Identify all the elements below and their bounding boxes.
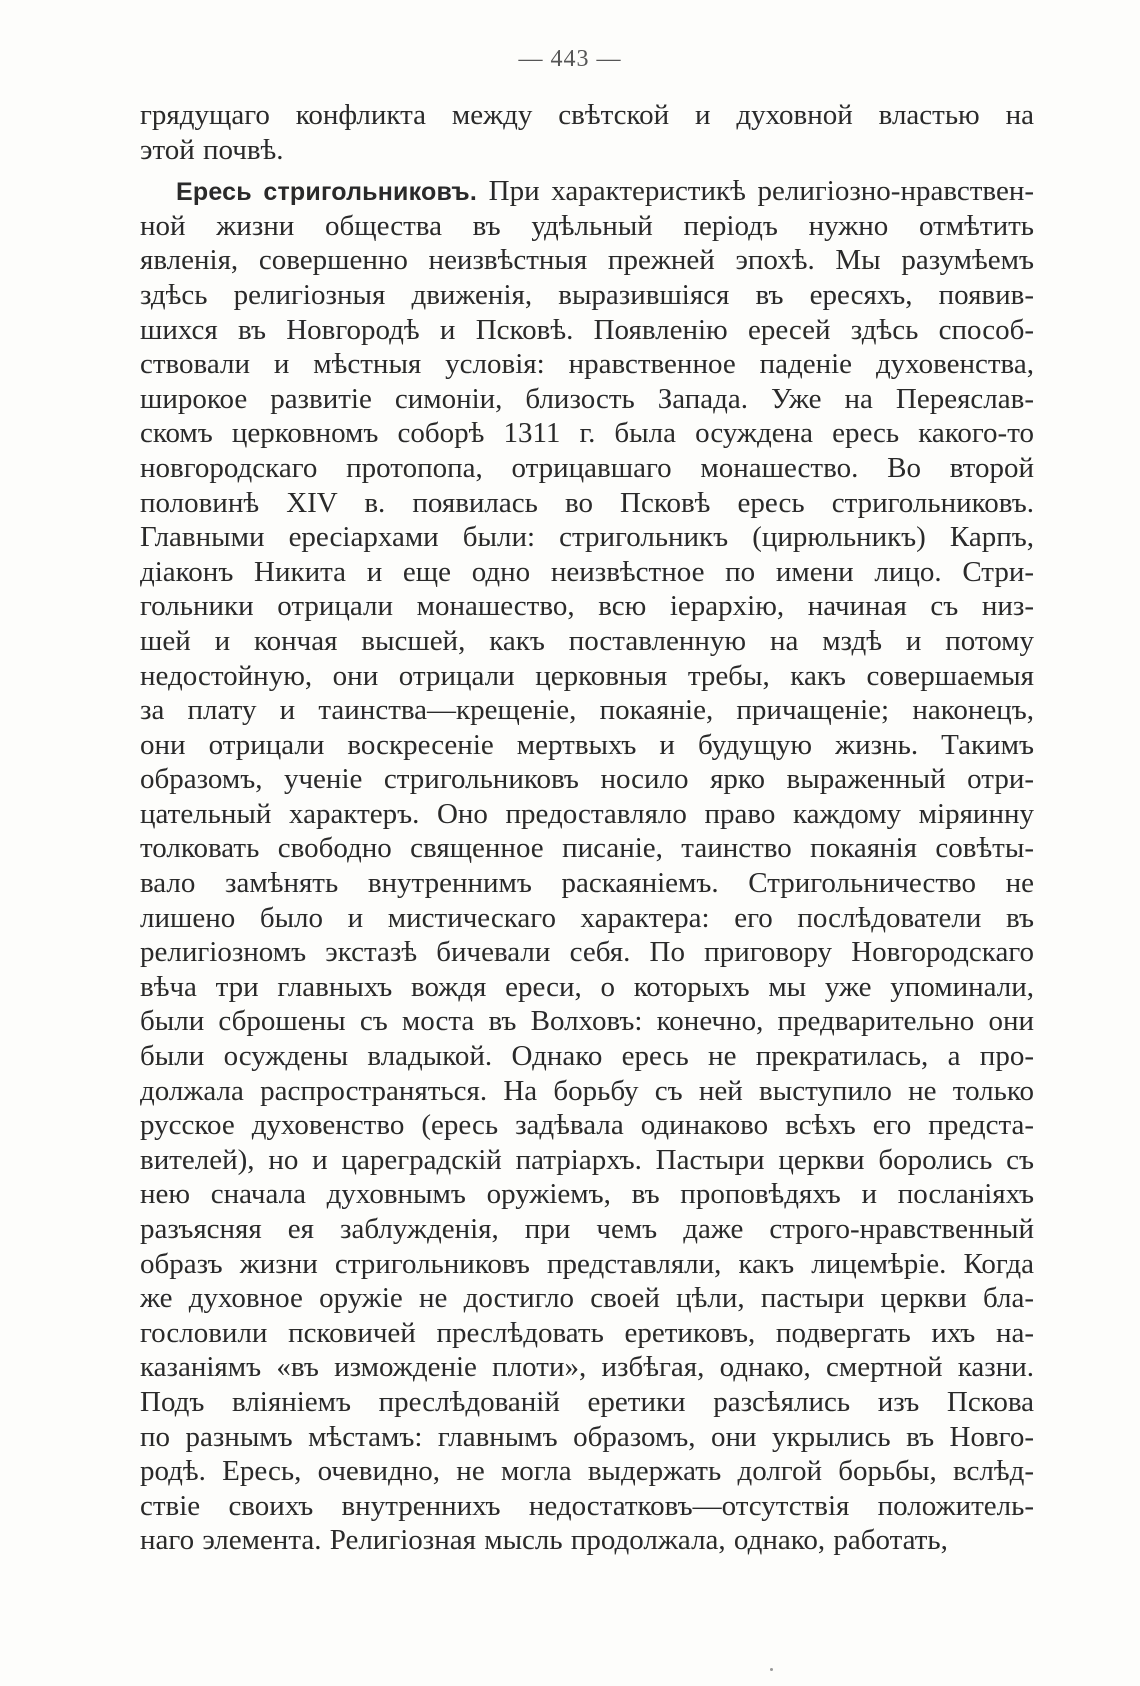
text-line: діаконъ Никита и еще одно неизвѣстное по имени лицо. Стри-	[140, 555, 1034, 588]
text-line: шей и кончая высшей, какъ поставленную на мздѣ и потому	[140, 624, 1034, 657]
paragraph-gap	[140, 167, 1034, 174]
text-line: новгородскаго протопопа, отрицавшаго монашество. Во второй	[140, 451, 1034, 484]
text-line: наго элемента. Религіозная мысль продолжала, однако, работать,	[140, 1524, 948, 1557]
text-line: цательный характеръ. Оно предоставляло право каждому міряинну	[140, 797, 1034, 830]
text-line: по разнымъ мѣстамъ: главнымъ образомъ, они укрылись въ Новго-	[140, 1420, 1034, 1453]
text-line: Главными ересіархами были: стригольникъ (цирюльникъ) Карпъ,	[140, 521, 1034, 554]
text-line: же духовное оружіе не достигло своей цѣли, пастыри церкви бла-	[140, 1282, 1034, 1315]
text-line: толковать свободно священное писаніе, таинство покаянія совѣты-	[140, 832, 1034, 865]
text-line: образъ жизни стригольниковъ представляли, какъ лицемѣріе. Когда	[140, 1247, 1034, 1280]
scan-speck	[770, 1668, 773, 1671]
text-line: образомъ, ученіе стригольниковъ носило ярко выраженный отри-	[140, 763, 1034, 796]
text-line: скомъ церковномъ соборѣ 1311 г. была осуждена ересь какого-то	[140, 417, 1034, 450]
text-line: ной жизни общества въ удѣльный періодъ нужно отмѣтить	[140, 209, 1034, 242]
text-line: лишено было и мистическаго характера: его послѣдователи въ	[140, 901, 1034, 934]
text-line: родѣ. Ересь, очевидно, не могла выдержать долгой борьбы, вслѣд-	[140, 1455, 1034, 1488]
text-line: были осуждены владыкой. Однако ересь не прекратилась, а про-	[140, 1040, 1034, 1073]
text-line: шихся въ Новгородѣ и Псковѣ. Появленію ересей здѣсь способ-	[140, 313, 1034, 346]
text-line: явленія, совершенно неизвѣстныя прежней эпохѣ. Мы разумѣемъ	[140, 244, 1034, 277]
text-line: религіозномъ экстазѣ бичевали себя. По приговору Новгородскаго	[140, 936, 1034, 969]
text-line: разъясняя ея заблужденія, при чемъ даже строго-нравственный	[140, 1213, 1034, 1245]
text-line: ствовали и мѣстныя условія: нравственное паденіе духовенства,	[140, 348, 1034, 381]
text-line: вителей), но и цареградскій патріархъ. Пастыри церкви боролись съ	[140, 1143, 1034, 1176]
text-line: русское духовенство (ересь задѣвала одинаково всѣхъ его предста-	[140, 1109, 1034, 1142]
text-line: нею сначала духовнымъ оружіемъ, въ проповѣдяхъ и посланіяхъ	[140, 1178, 1034, 1211]
text-line: недостойную, они отрицали церковныя требы, какъ совершаемыя	[140, 659, 1034, 692]
text-line: были сброшены съ моста въ Волховъ: конечно, предварительно они	[140, 1005, 1034, 1038]
text-line: должала распространяться. На борьбу съ ней выступило не только	[140, 1074, 1034, 1107]
text-line: половинѣ XIV в. появилась во Псковѣ ересь стригольниковъ.	[140, 486, 1034, 519]
paragraph-first-line	[140, 174, 1034, 209]
text-line: здѣсь религіозныя движенія, выразившіяся въ ересяхъ, появив-	[140, 278, 1034, 311]
text-line: широкое развитіе симоніи, близость Запада. Уже на Переяслав-	[140, 382, 1034, 415]
body-text	[140, 98, 1034, 1558]
text-line: грядущаго конфликта между свѣтской и духовной властью на	[140, 99, 1034, 131]
page-number: — 443 —	[518, 46, 622, 72]
text-line: этой почвѣ.	[140, 133, 284, 166]
text-line: вѣча три главныхъ вождя ереси, о которыхъ мы уже упоминали,	[140, 970, 1034, 1003]
paragraph-heading: Ересь стригольниковъ.	[176, 178, 477, 207]
text-line: они отрицали воскресеніе мертвыхъ и будущую жизнь. Такимъ	[140, 728, 1034, 761]
text-line: Подъ вліяніемъ преслѣдованій еретики разсѣялись изъ Пскова	[140, 1385, 1034, 1418]
text-line: гольники отрицали монашество, всю іерархію, начиная съ низ-	[140, 590, 1034, 623]
text-fragment: При характеристикѣ религіозно-нравствен-	[476, 175, 1034, 208]
text-line: казаніямъ «въ изможденіе плоти», избѣгая, однако, смертной казни.	[140, 1351, 1034, 1384]
text-line: за плату и таинства—крещеніе, покаяніе, причащеніе; наконецъ,	[140, 694, 1034, 727]
text-line: вало замѣнять внутреннимъ раскаяніемъ. Стригольничество не	[140, 867, 1034, 900]
text-line: ствіе своихъ внутреннихъ недостатковъ—отсутствія положитель-	[140, 1489, 1034, 1522]
text-line: гословили псковичей преслѣдовать еретиковъ, подвергать ихъ на-	[140, 1316, 1034, 1349]
